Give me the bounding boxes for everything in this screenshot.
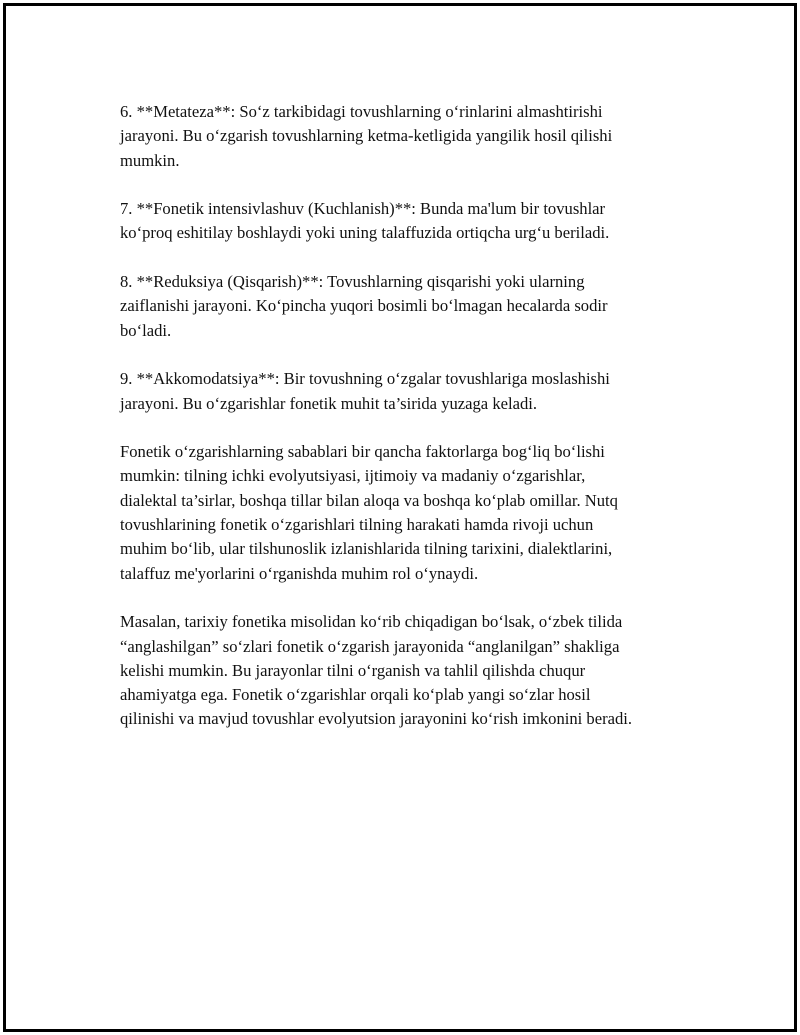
paragraph-akkomodatsiya xyxy=(120,367,710,416)
text-line: 6. **Metateza**: So‘z tarkibidagi tovushlarning o‘rinlarini almashtirishi xyxy=(120,102,603,121)
text-line: dialektal ta’sirlar, boshqa tillar bilan aloqa va boshqa ko‘plab omillar. Nutq xyxy=(120,490,618,510)
text-line: mumkin. xyxy=(120,150,180,170)
text-line: ahamiyatga ega. Fonetik o‘zgarishlar orqali ko‘plab yangi so‘zlar hosil xyxy=(120,685,591,705)
text-line: Fonetik o‘zgarishlarning sabablari bir qancha faktorlarga bog‘liq bo‘lishi xyxy=(120,442,605,462)
text-line: muhim bo‘lib, ular tilshunoslik izlanishlarida tilning tarixini, dialektlarini, xyxy=(120,539,613,559)
text-line: jarayoni. Bu o‘zgarish tovushlarning ketma-ketligida yangilik hosil qilishi xyxy=(120,126,613,146)
text-line: Masalan, tarixiy fonetika misolidan ko‘rib chiqadigan bo‘lsak, o‘zbek tilida xyxy=(120,612,623,632)
text-line: jarayoni. Bu o‘zgarishlar fonetik muhit ta’sirida yuzaga keladi. xyxy=(120,393,538,413)
paragraph-reduksiya xyxy=(120,270,710,343)
text-line: talaffuz me'yorlarini o‘rganishda muhim rol o‘ynaydi. xyxy=(120,563,479,583)
text-line: “anglashilgan” so‘zlari fonetik o‘zgarish jarayonida “anglanilgan” shakliga xyxy=(120,636,620,656)
paragraph-masalan xyxy=(120,610,710,731)
text-line: kelishi mumkin. Bu jarayonlar tilni o‘rganish va tahlil qilishda chuqur xyxy=(120,660,586,680)
text-line: bo‘ladi. xyxy=(120,320,172,340)
text-line: tovushlarining fonetik o‘zgarishlari tilning harakati hamda rivoji uchun xyxy=(120,515,594,535)
text-line: 8. **Reduksiya (Qisqarish)**: Tovushlarning qisqarishi yoki ularning xyxy=(120,272,585,292)
text-line: ko‘proq eshitilay boshlaydi yoki uning talaffuzida ortiqcha urg‘u beriladi. xyxy=(120,223,610,243)
text-line: mumkin: tilning ichki evolyutsiyasi, ijtimoiy va madaniy o‘zgarishlar, xyxy=(120,466,586,486)
paragraph-fonetik-intensivlashuv xyxy=(120,197,710,246)
document-page xyxy=(3,3,797,1032)
text-line: 9. **Akkomodatsiya**: Bir tovushning o‘zgalar tovushlariga moslashishi xyxy=(120,369,610,389)
text-line: zaiflanishi jarayoni. Ko‘pincha yuqori bosimli bo‘lmagan hecalarda sodir xyxy=(120,296,608,316)
paragraph-metateza xyxy=(120,100,710,173)
text-line: qilinishi va mavjud tovushlar evolyutsion jarayonini ko‘rish imkonini beradi. xyxy=(120,709,633,729)
paragraph-sabablar xyxy=(120,440,710,586)
text-line: 7. **Fonetik intensivlashuv (Kuchlanish)**: Bunda ma'lum bir tovushlar xyxy=(120,199,606,219)
document-body xyxy=(120,100,710,756)
